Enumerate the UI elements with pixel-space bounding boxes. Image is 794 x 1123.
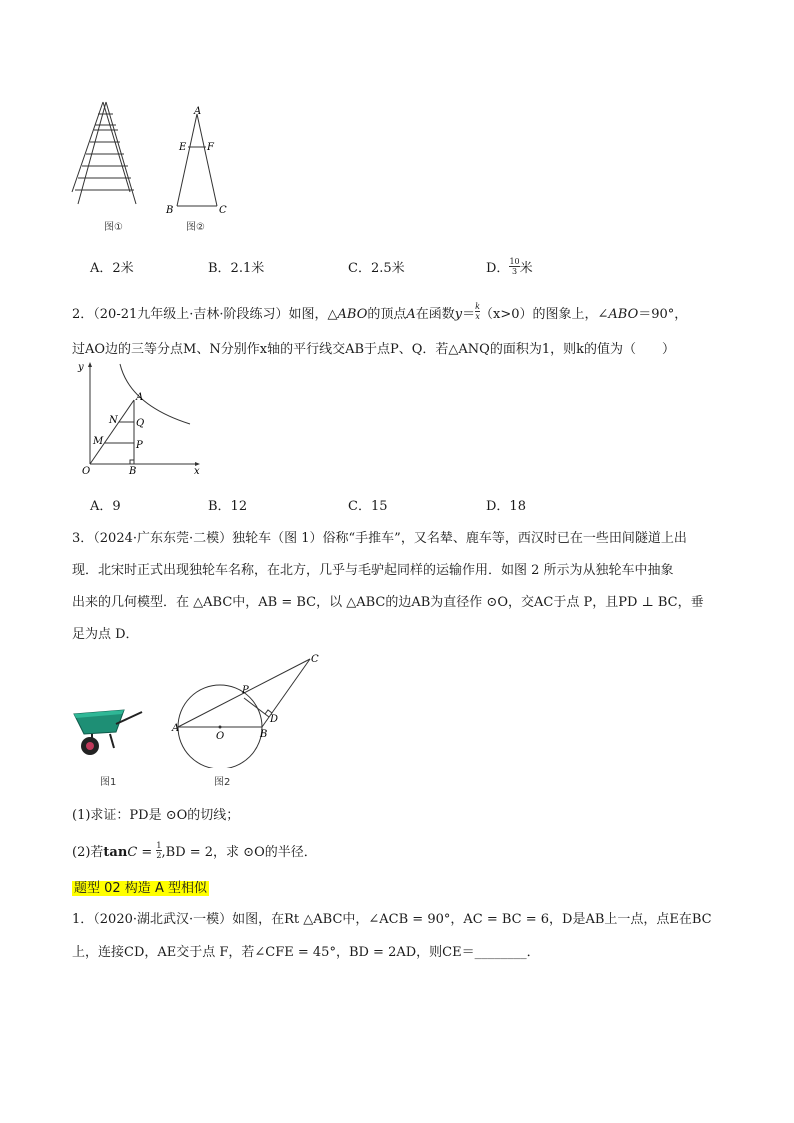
q2-line1: 2．（20-21九年级上·吉林·阶段练习）如图，△ABO的顶点A在函数y＝ $\frac{k}{x}$ （x>0）的图象上，∠ABO＝90°， <box>72 302 688 322</box>
label-A: A <box>194 106 202 117</box>
q3-label-C: C <box>311 654 319 665</box>
q1-fig1-caption: 图① <box>104 222 123 233</box>
q3-label-O: O <box>216 731 225 742</box>
q3-sub2-num: 1 <box>156 841 162 850</box>
q3-line4: 足为点 D． <box>72 627 139 642</box>
q2-label-Q: Q <box>136 418 145 429</box>
q3-fig2-caption: 图2 <box>214 777 231 788</box>
q3-line2: 现．北宋时正式出现独轮车名称，在北方，几乎与毛驴起同样的运输作用．如图 2 所示为从独轮车中抽象 <box>72 563 674 578</box>
q4-line2: 上，连接CD，AE交于点 F，若∠CFE = 45°，BD = 2AD，则CE＝________． <box>72 945 540 960</box>
q1-option-d-label: D． <box>486 261 510 276</box>
label-C: C <box>219 205 227 216</box>
q2-label-P: P <box>136 440 143 451</box>
q3-label-B: B <box>260 729 268 740</box>
q2-coordinate-figure <box>72 360 204 478</box>
q2-option-a[interactable]: A．9 <box>90 499 121 514</box>
q2-label-B: B <box>129 466 137 477</box>
q1-fig2-caption: 图② <box>186 222 205 233</box>
q2-frac-den: x <box>475 312 480 321</box>
q2-frac-num: k <box>475 302 481 311</box>
label-F: F <box>207 142 214 153</box>
q2-axis-y: y <box>78 362 84 373</box>
section-header <box>72 877 209 896</box>
q3-sub1: (1)求证：PD是 ⊙O的切线； <box>72 808 240 823</box>
q1-option-a[interactable]: A．2米 <box>90 261 134 276</box>
q2-option-c[interactable]: C．15 <box>348 499 388 514</box>
q1-option-d-unit: 米 <box>519 261 533 276</box>
q2-option-b[interactable]: B．12 <box>208 499 248 514</box>
ladder-figure <box>68 100 138 212</box>
q1-option-d[interactable] <box>486 257 533 276</box>
q3-line1: 3．（2024·广东东莞·二模）独轮车（图 1）俗称“手推车”，又名辇、鹿车等，西汉时已在一些田间隧道上出 <box>72 531 687 546</box>
q3-label-A: A <box>172 723 180 734</box>
q3-sub2-den: 2 <box>156 851 162 860</box>
section-tag: 题型 02 构造 A 型相似 <box>74 881 207 896</box>
q3-fig1-caption: 图1 <box>100 777 117 788</box>
q2-label-N: N <box>109 415 118 426</box>
label-B: B <box>166 205 174 216</box>
triangle-aefbc-figure <box>165 104 235 216</box>
q1-option-d-den: 3 <box>511 267 518 276</box>
q2-line2: 过AO边的三等分点M、N分别作x轴的平行线交AB于点P、Q．若△ANQ的面积为1，则k的值为（ ） <box>72 342 675 357</box>
label-E: E <box>179 142 187 153</box>
q3-circle-figure <box>168 650 328 768</box>
q1-option-c[interactable]: C．2.5米 <box>348 261 405 276</box>
q2-label-A: A <box>136 392 144 403</box>
q3-sub2: (2)若tanC = $\frac{1}{2}$ ,BD = 2，求 ⊙O的半径． <box>72 841 317 860</box>
wheelbarrow-image <box>70 700 146 760</box>
q2-option-d[interactable]: D．18 <box>486 499 526 514</box>
q1-option-d-num: 10 <box>509 257 520 266</box>
q3-label-D: D <box>270 714 279 725</box>
q3-line3: 出来的几何模型．在 △ABC中，AB = BC，以 △ABC的边AB为直径作 ⊙O，交AC于点 P，且PD ⊥ BC，垂 <box>72 595 704 610</box>
q2-axis-x: x <box>194 466 200 477</box>
q2-label-M: M <box>93 436 104 447</box>
q2-label-O: O <box>82 466 91 477</box>
q4-line1: 1．（2020·湖北武汉·一模）如图，在Rt △ABC中，∠ACB = 90°，AC = BC = 6，D是AB上一点，点E在BC <box>72 912 712 927</box>
q3-label-P: P <box>242 685 249 696</box>
q1-option-b[interactable]: B．2.1米 <box>208 261 265 276</box>
